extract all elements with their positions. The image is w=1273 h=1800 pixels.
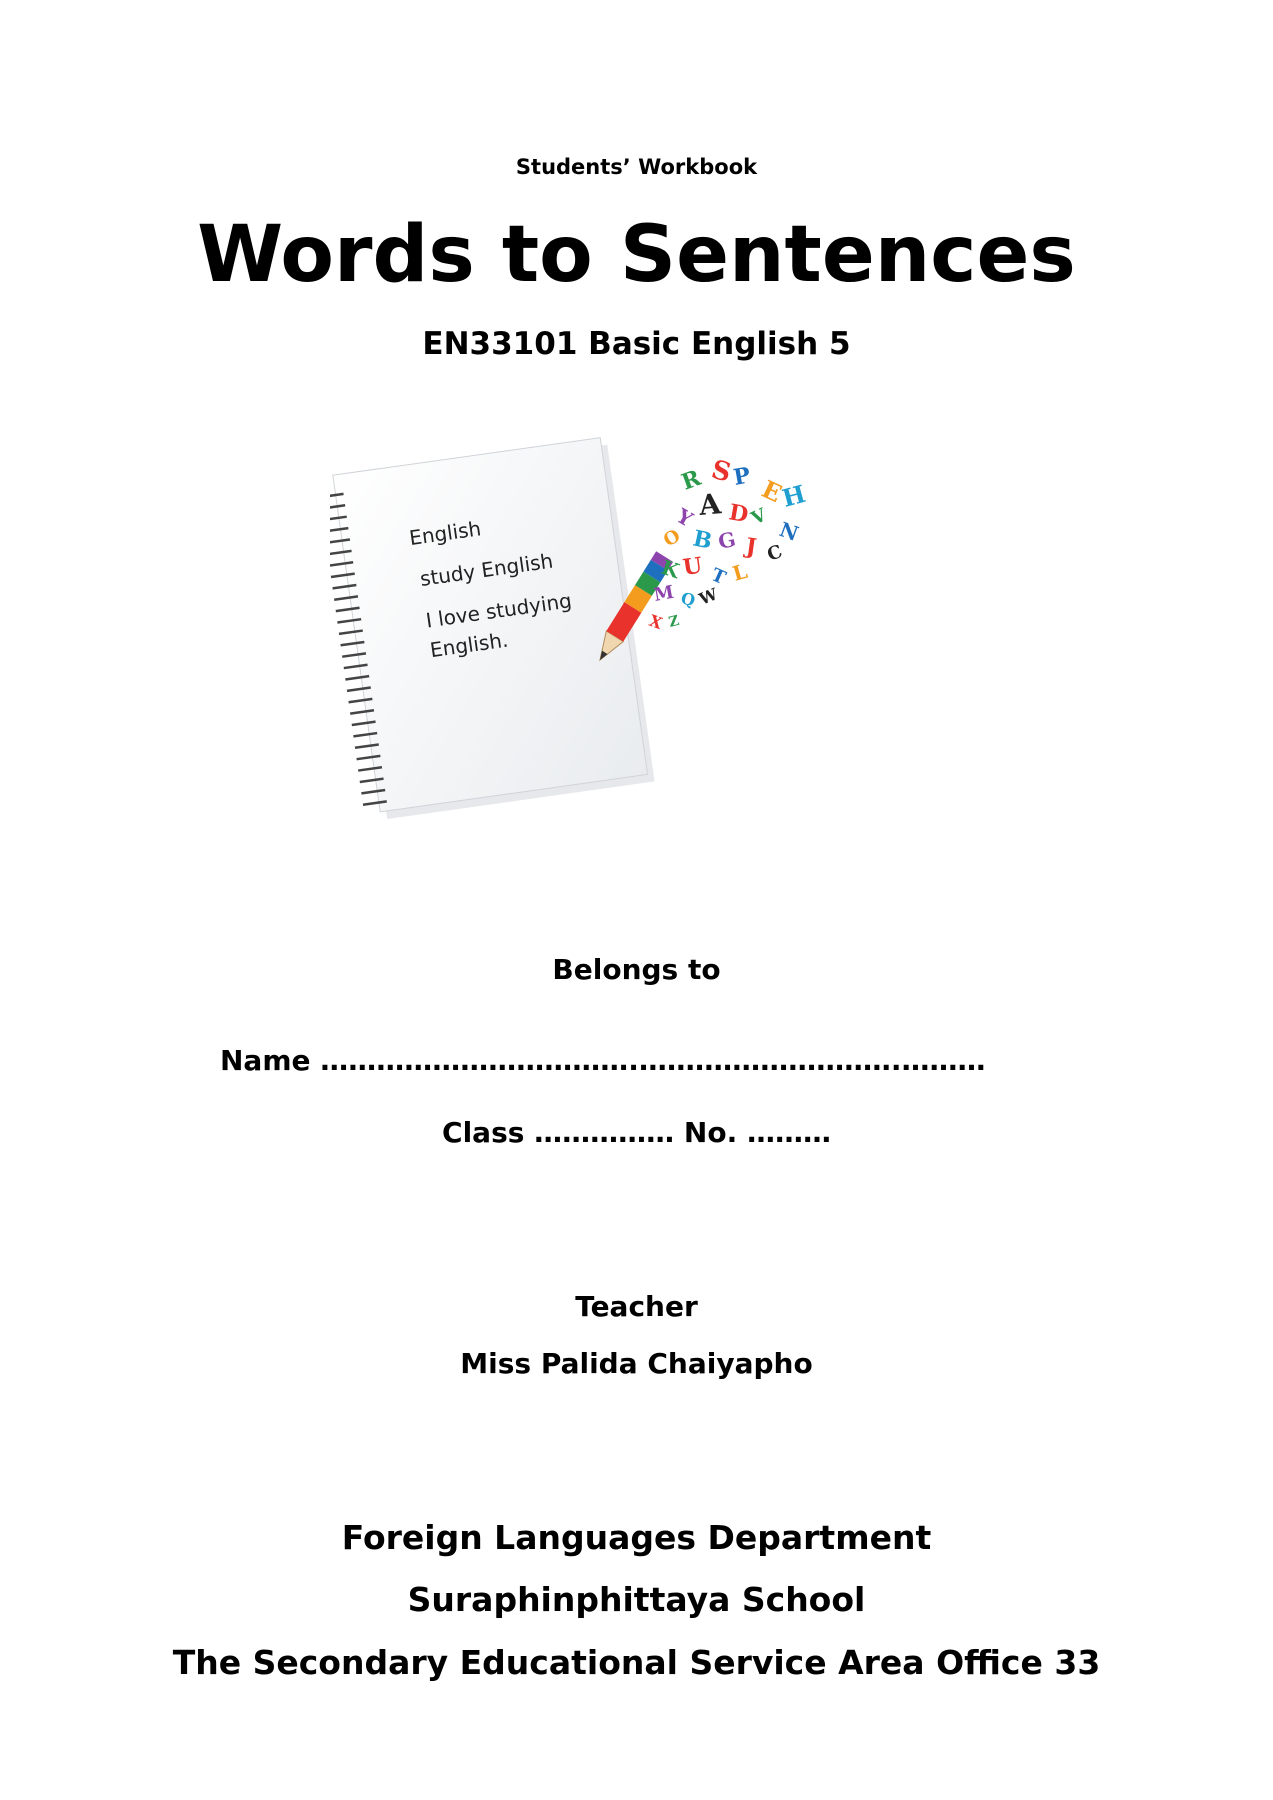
svg-text:E: E [757,474,787,509]
svg-text:L: L [729,558,750,586]
svg-text:O: O [660,525,685,552]
svg-text:K: K [658,554,683,584]
svg-text:T: T [707,564,729,590]
workbook-title: Words to Sentences [197,210,1076,300]
svg-text:P: P [731,462,753,491]
workbook-kicker: Students’ Workbook [515,155,758,179]
svg-text:A: A [697,487,723,522]
svg-text:U: U [681,552,704,581]
notebook-line-4: English. [428,627,510,663]
svg-text:B: B [690,525,715,555]
teacher-name: Miss Palida Chaiyapho [460,1347,813,1380]
svg-text:J: J [744,533,759,561]
svg-text:R: R [678,464,705,496]
class-number-field-line[interactable]: Class …………… No. ……… [442,1116,831,1149]
svg-text:C: C [764,541,786,566]
notebook-line-2: study English [418,548,555,591]
svg-text:W: W [696,584,721,609]
name-field-line[interactable]: Name …………………………….……………………….……… [220,1044,986,1077]
svg-text:D: D [726,499,751,529]
letter-burst-icon [647,455,809,633]
department-name: Foreign Languages Department [341,1518,932,1557]
notebook-pencil-illustration [330,415,850,855]
svg-text:N: N [776,517,802,546]
svg-text:Q: Q [679,588,698,611]
school-name: Suraphinphittaya School [407,1580,866,1619]
svg-text:X: X [646,610,665,634]
svg-text:Y: Y [672,503,697,532]
belongs-to-label: Belongs to [552,953,721,986]
office-name: The Secondary Educational Service Area Office 33 [172,1643,1101,1682]
svg-text:S: S [708,454,735,489]
svg-text:G: G [716,526,738,554]
svg-text:M: M [652,581,676,606]
notebook-line-3: I love studying [424,588,574,633]
course-code: EN33101 Basic English 5 [422,326,851,362]
teacher-label: Teacher [575,1290,698,1323]
svg-text:H: H [779,478,809,513]
notebook-line-1: English [407,516,483,551]
svg-text:V: V [748,504,770,530]
svg-text:Z: Z [667,612,681,631]
